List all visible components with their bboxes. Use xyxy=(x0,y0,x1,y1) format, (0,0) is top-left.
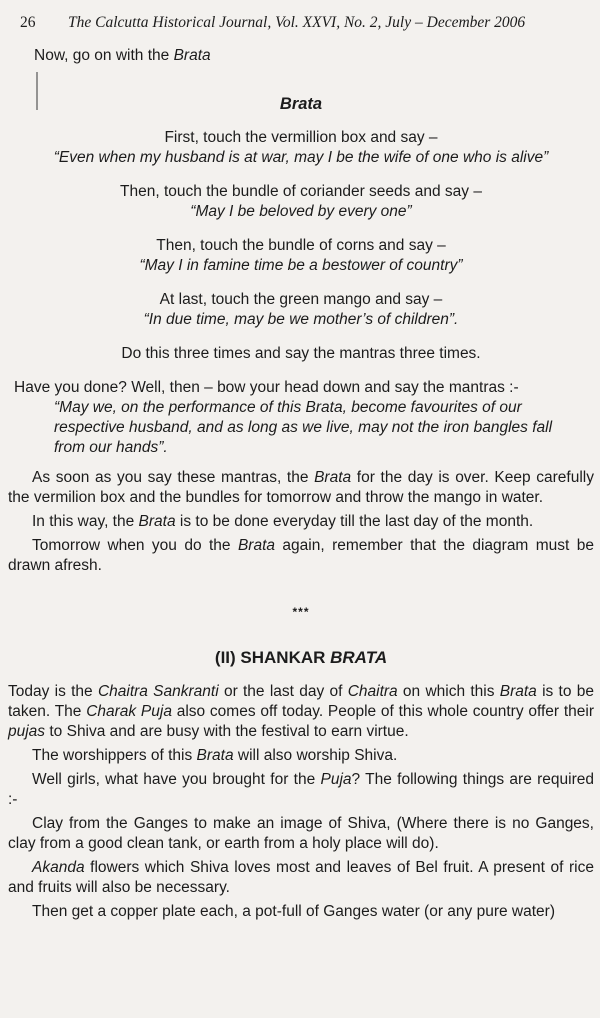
step-instruction: Then, touch the bundle of coriander seeds and say – xyxy=(120,183,482,200)
paragraph: Akanda flowers which Shiva loves most and leaves of Bel fruit. A present of rice and fruits will also be necessary. xyxy=(8,859,594,896)
paragraph: The worshippers of this Brata will also worship Shiva. xyxy=(32,747,398,764)
final-quote: “May we, on the performance of this Brata, become favourites of our respective husband, and as long as we live, may not the iron bangles fall from our hands”. xyxy=(54,399,553,456)
paragraph: Well girls, what have you brought for the Puja? The following things are required :- xyxy=(8,771,594,808)
step-instruction: Then, touch the bundle of corns and say – xyxy=(156,237,446,254)
section-separator: *** xyxy=(292,605,310,619)
step-4 xyxy=(8,290,594,330)
page-body xyxy=(8,46,594,922)
paragraph: Clay from the Ganges to make an image of Shiva, (Where there is no Ganges, clay from a good clean tank, or earth from a holy place will do). xyxy=(8,815,594,852)
paragraph: Today is the Chaitra Sankranti or the last day of Chaitra on which this Brata is to be taken. The Charak Puja also comes off today. People of this whole country offer their pujas to Shiva and are busy with the festival to earn virtue. xyxy=(8,683,595,740)
paragraph: Then get a copper plate each, a pot-full of Ganges water (or any pure water) xyxy=(32,903,555,920)
step-quote: “May I in famine time be a bestower of country” xyxy=(139,257,463,274)
step-quote: “May I be beloved by every one” xyxy=(190,203,412,220)
step-3 xyxy=(8,236,594,276)
shankar-heading: (II) SHANKAR BRATA xyxy=(214,648,388,667)
page-header xyxy=(20,14,584,36)
paragraph: In this way, the Brata is to be done everyday till the last day of the month. xyxy=(32,513,534,530)
paragraph: As soon as you say these mantras, the Brata for the day is over. Keep carefully the vermilion box and the bundles for tomorrow and throw the mango in water. xyxy=(8,469,594,506)
page-number: 26 xyxy=(20,14,36,31)
step-quote: “In due time, may be we mother’s of children”. xyxy=(143,311,459,328)
step-instruction: At last, touch the green mango and say – xyxy=(159,291,443,308)
paragraph: Tomorrow when you do the Brata again, remember that the diagram must be drawn afresh. xyxy=(8,537,595,574)
step-2 xyxy=(8,182,594,222)
have-done-line: Have you done? Well, then – bow your head down and say the mantras :- xyxy=(14,379,519,396)
step-1 xyxy=(8,128,594,168)
step-quote: “Even when my husband is at war, may I be the wife of one who is alive” xyxy=(53,149,549,166)
journal-title: The Calcutta Historical Journal, Vol. XXVI, No. 2, July – December 2006 xyxy=(68,14,526,31)
repeat-line: Do this three times and say the mantras three times. xyxy=(121,345,481,362)
intro-line: Now, go on with the Brata xyxy=(34,47,211,64)
step-instruction: First, touch the vermillion box and say – xyxy=(164,129,438,146)
brata-heading: Brata xyxy=(279,95,323,113)
